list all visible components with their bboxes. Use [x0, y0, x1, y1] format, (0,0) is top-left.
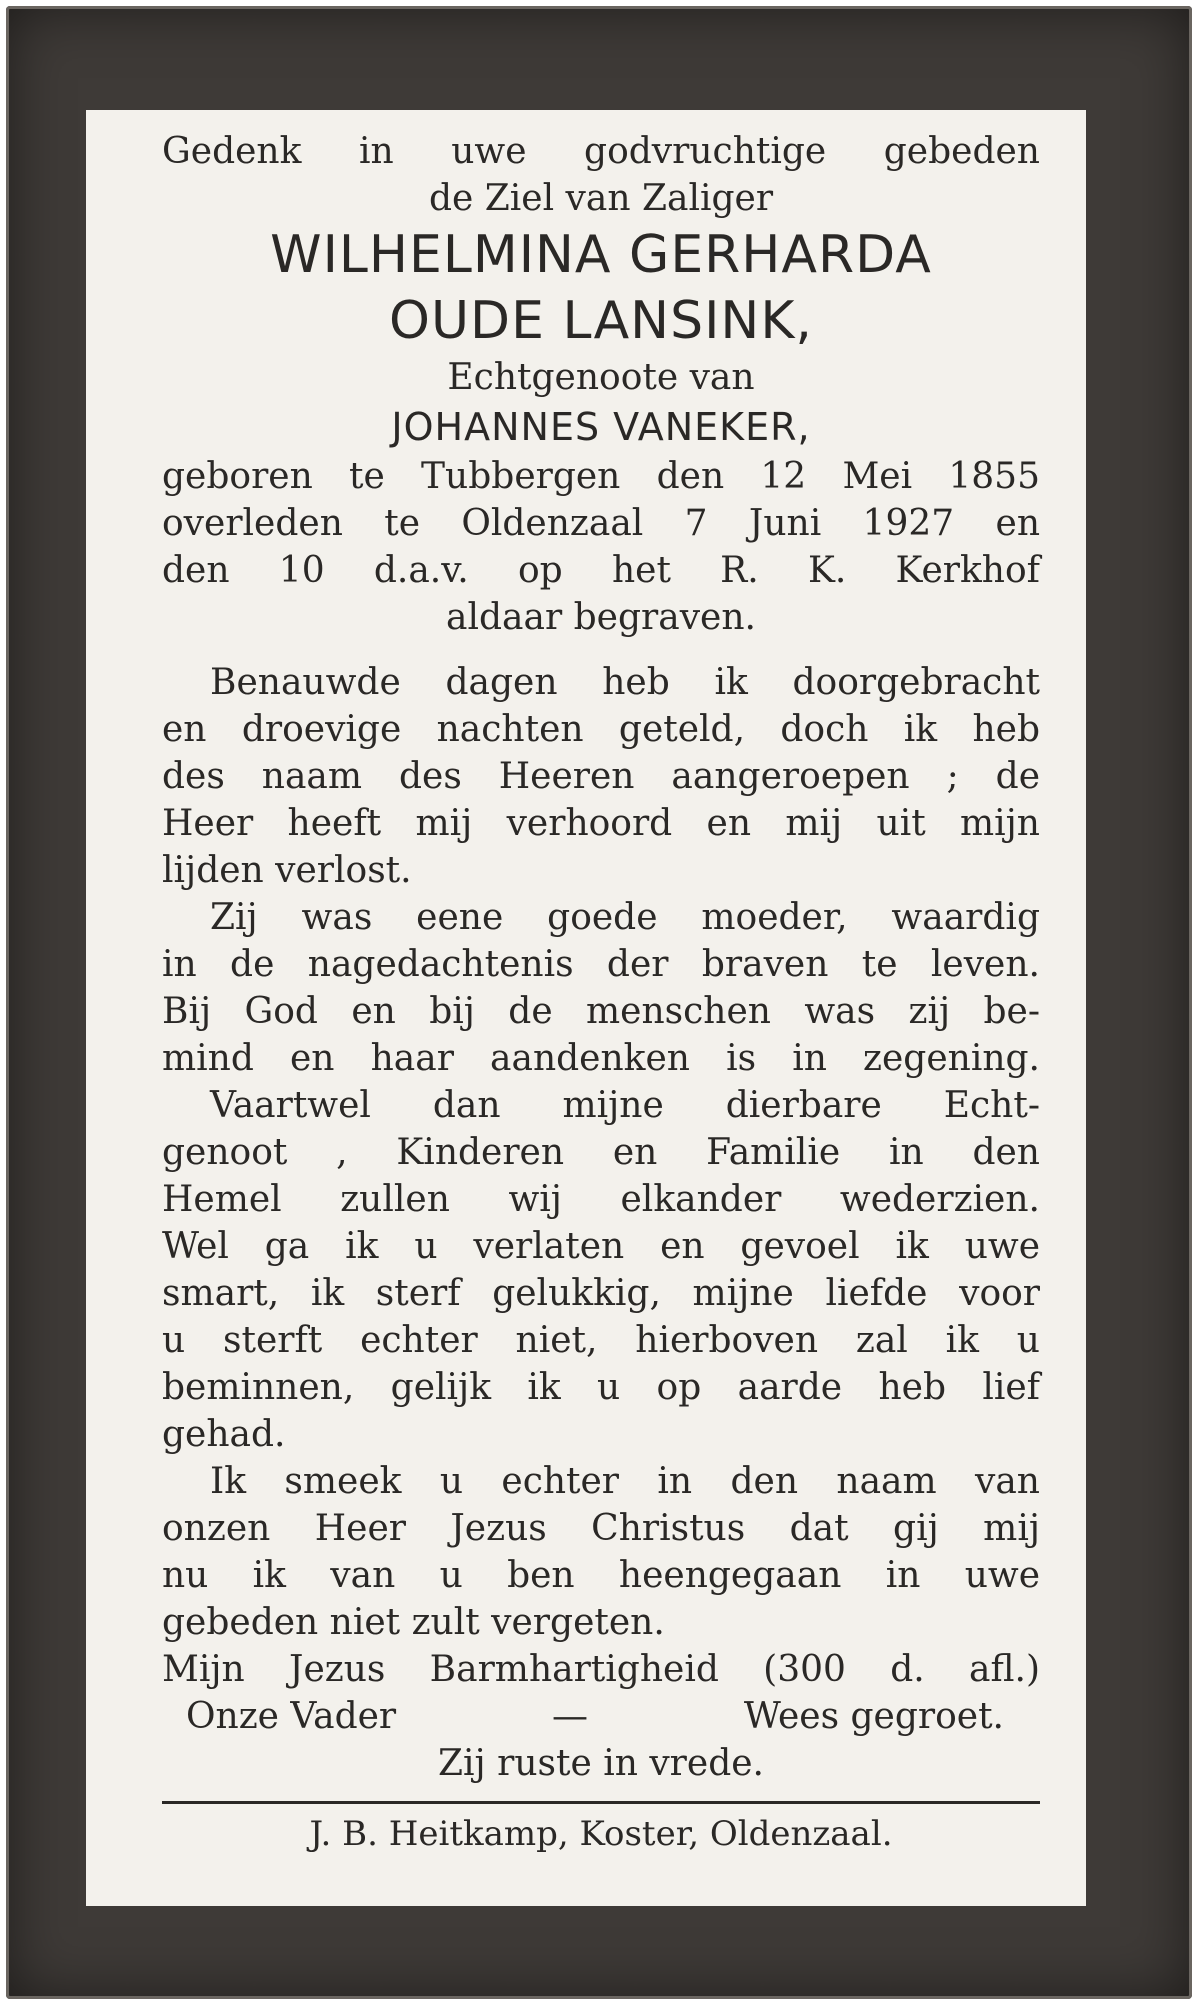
footer-divider	[162, 1801, 1040, 1804]
card-text-panel	[86, 110, 1086, 1906]
paragraph-2-line-3: Bij God en bij de menschen was zij be-	[162, 991, 1040, 1032]
paragraph-3-line-1: Vaartwel dan mijne dierbare Echt-	[210, 1085, 1040, 1126]
paragraph-3-line-3: Hemel zullen wij elkander wederzien.	[162, 1179, 1040, 1220]
printer-imprint: J. B. Heitkamp, Koster, Oldenzaal.	[309, 1814, 893, 1854]
intro-line-1: Gedenk in uwe godvruchtige gebeden	[162, 131, 1040, 172]
life-details-line-2: overleden te Oldenzaal 7 Juni 1927 en	[162, 503, 1040, 544]
paragraph-4-line-2: onzen Heer Jezus Christus dat gij mij	[162, 1508, 1040, 1549]
paragraph-3-line-4: Wel ga ik u verlaten en gevoel ik uwe	[162, 1226, 1040, 1267]
prayer-hail-mary: Wees gegroet.	[743, 1696, 1004, 1737]
deceased-name-line-2: OUDE LANSINK,	[389, 291, 813, 351]
paragraph-1-line-3: des naam des Heeren aangeroepen ; de	[162, 756, 1040, 797]
paragraph-3-line-8: gehad.	[162, 1414, 286, 1455]
paragraph-4-line-3: nu ik van u ben heengegaan in uwe	[162, 1555, 1040, 1596]
paragraph-1-line-1: Benauwde dagen heb ik doorgebracht	[210, 662, 1040, 703]
prayer-dash: —	[552, 1696, 589, 1737]
prayers-row	[162, 1693, 1040, 1740]
paragraph-2-line-4: mind en haar aandenken is in zegening.	[162, 1038, 1040, 1079]
deceased-name-line-1: WILHELMINA GERHARDA	[270, 225, 932, 285]
paragraph-2-line-2: in de nagedachtenis der braven te leven.	[162, 944, 1040, 985]
memorial-card	[6, 6, 1192, 1999]
paragraph-3-line-5: smart, ik sterf gelukkig, mijne liefde voor	[162, 1273, 1040, 1314]
spouse-name: JOHANNES VANEKER,	[391, 405, 811, 449]
paragraph-4-line-4: gebeden niet zult vergeten.	[162, 1602, 665, 1643]
life-details-line-3: den 10 d.a.v. op het R. K. Kerkhof	[162, 550, 1040, 591]
paragraph-1-line-5: lijden verlost.	[162, 850, 412, 891]
paragraph-3-line-7: beminnen, gelijk ik u op aarde heb lief	[162, 1367, 1040, 1408]
spouse-label: Echtgenoote van	[447, 357, 755, 398]
paragraph-1-line-2: en droevige nachten geteld, doch ik heb	[162, 709, 1040, 750]
paragraph-1-line-4: Heer heeft mij verhoord en mij uit mijn	[162, 803, 1040, 844]
paragraph-4-line-1: Ik smeek u echter in den naam van	[210, 1461, 1040, 1502]
prayer-our-father: Onze Vader	[186, 1696, 397, 1737]
paragraph-2-line-1: Zij was eene goede moeder, waardig	[210, 897, 1040, 938]
intro-line-2: de Ziel van Zaliger	[428, 178, 774, 219]
closing-line: Zij ruste in vrede.	[437, 1743, 764, 1784]
paragraph-3-line-2: genoot , Kinderen en Familie in den	[162, 1132, 1040, 1173]
indulgence-prayer: Mijn Jezus Barmhartigheid (300 d. afl.)	[162, 1649, 1040, 1690]
life-details-line-1: geboren te Tubbergen den 12 Mei 1855	[162, 456, 1040, 497]
paragraph-3-line-6: u sterft echter niet, hierboven zal ik u	[162, 1320, 1040, 1361]
life-details-line-4: aldaar begraven.	[446, 597, 756, 638]
